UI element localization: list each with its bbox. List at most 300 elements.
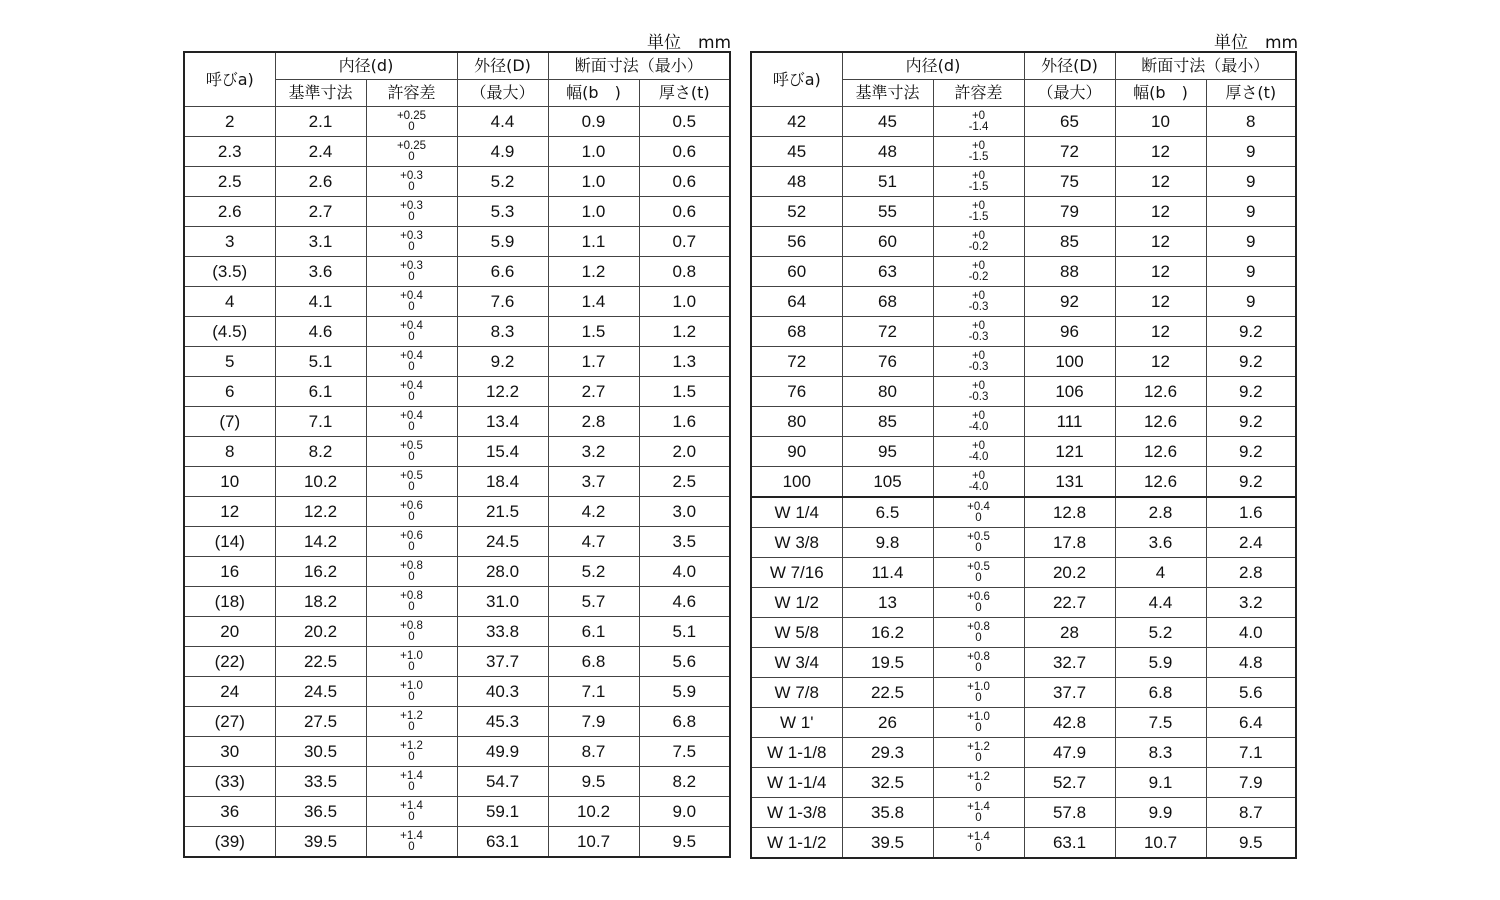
header-outer-diameter: 外径(D) [457, 52, 548, 80]
inner-diameter-cell: 29.3 [842, 738, 933, 768]
outer-diameter-cell: 18.4 [457, 467, 548, 497]
inner-diameter-cell: 39.5 [275, 827, 366, 858]
table-row [751, 558, 1296, 588]
thickness-cell: 9.0 [639, 797, 730, 827]
width-cell: 12.6 [1115, 437, 1206, 467]
spec-table-body [184, 52, 730, 857]
nominal-size-cell: 100 [751, 467, 842, 498]
tolerance-upper: +1.2 [400, 739, 423, 752]
tolerance-lower: 0 [408, 360, 415, 373]
inner-diameter-cell: 2.6 [275, 167, 366, 197]
width-cell: 2.7 [548, 377, 639, 407]
tolerance-cell [366, 407, 457, 437]
table-row [184, 677, 730, 707]
inner-diameter-cell: 16.2 [842, 618, 933, 648]
tolerance-upper: +1.2 [400, 709, 423, 722]
tolerance-lower: 0 [408, 240, 415, 253]
tolerance-upper: +1.4 [400, 829, 423, 842]
nominal-size-cell: (14) [184, 527, 275, 557]
inner-diameter-cell: 24.5 [275, 677, 366, 707]
tolerance-upper: +1.2 [967, 740, 990, 753]
width-cell: 12 [1115, 287, 1206, 317]
thickness-cell: 6.8 [639, 707, 730, 737]
spec-table-body [751, 52, 1296, 858]
tolerance-lower: 0 [408, 540, 415, 553]
tolerance-upper: +0.5 [967, 560, 990, 573]
tolerance-upper: +0 [971, 349, 986, 362]
inner-diameter-cell: 60 [842, 227, 933, 257]
width-cell: 5.2 [548, 557, 639, 587]
inner-diameter-cell: 2.4 [275, 137, 366, 167]
outer-diameter-cell: 4.9 [457, 137, 548, 167]
thickness-cell: 1.5 [639, 377, 730, 407]
thickness-cell: 3.0 [639, 497, 730, 527]
tolerance-upper: +0.4 [400, 379, 423, 392]
tolerance-upper: +0.4 [400, 409, 423, 422]
tolerance-cell [366, 497, 457, 527]
thickness-cell: 1.6 [639, 407, 730, 437]
tolerance-upper: +1.4 [400, 769, 423, 782]
tolerance-lower: 0 [408, 330, 415, 343]
tolerance-cell [366, 347, 457, 377]
outer-diameter-cell: 37.7 [1024, 678, 1115, 708]
outer-diameter-cell: 45.3 [457, 707, 548, 737]
outer-diameter-cell: 9.2 [457, 347, 548, 377]
inner-diameter-cell: 76 [842, 347, 933, 377]
tolerance-upper: +1.2 [967, 770, 990, 783]
header-tolerance: 許容差 [366, 80, 457, 107]
nominal-size-cell: 45 [751, 137, 842, 167]
tolerance-upper: +0.6 [400, 529, 423, 542]
inner-diameter-cell: 85 [842, 407, 933, 437]
table-row [751, 648, 1296, 678]
nominal-size-cell: 68 [751, 317, 842, 347]
tolerance-lower: 0 [975, 571, 982, 584]
tolerance-lower: 0 [408, 420, 415, 433]
inner-diameter-cell: 6.5 [842, 497, 933, 528]
outer-diameter-cell: 37.7 [457, 647, 548, 677]
thickness-cell: 0.6 [639, 167, 730, 197]
outer-diameter-cell: 92 [1024, 287, 1115, 317]
tolerance-lower: 0 [408, 180, 415, 193]
width-cell: 10.7 [548, 827, 639, 858]
inner-diameter-cell: 22.5 [842, 678, 933, 708]
nominal-size-cell: 2.6 [184, 197, 275, 227]
thickness-cell: 2.8 [1206, 558, 1296, 588]
tolerance-lower: 0 [975, 751, 982, 764]
width-cell: 1.7 [548, 347, 639, 377]
tolerance-cell [366, 197, 457, 227]
nominal-size-cell: 2.5 [184, 167, 275, 197]
tolerance-cell [933, 287, 1024, 317]
tolerance-upper: +0.8 [967, 620, 990, 633]
nominal-size-cell: (18) [184, 587, 275, 617]
inner-diameter-cell: 12.2 [275, 497, 366, 527]
width-cell: 7.5 [1115, 708, 1206, 738]
outer-diameter-cell: 111 [1024, 407, 1115, 437]
table-row [751, 407, 1296, 437]
tolerance-upper: +0 [971, 379, 986, 392]
tolerance-cell [366, 287, 457, 317]
width-cell: 3.6 [1115, 528, 1206, 558]
tolerance-cell [933, 828, 1024, 859]
tolerance-lower: 0 [975, 601, 982, 614]
thickness-cell: 9.5 [639, 827, 730, 858]
width-cell: 9.1 [1115, 768, 1206, 798]
tolerance-upper: +1.4 [967, 830, 990, 843]
tolerance-upper: +0.6 [967, 590, 990, 603]
width-cell: 9.5 [548, 767, 639, 797]
table-row [751, 618, 1296, 648]
tolerance-cell [933, 437, 1024, 467]
tolerance-cell [366, 767, 457, 797]
outer-diameter-cell: 49.9 [457, 737, 548, 767]
table-row [751, 467, 1296, 498]
tolerance-cell [366, 647, 457, 677]
tolerance-cell [933, 768, 1024, 798]
tolerance-cell [933, 317, 1024, 347]
tolerance-lower: 0 [408, 780, 415, 793]
outer-diameter-cell: 6.6 [457, 257, 548, 287]
thickness-cell: 4.0 [1206, 618, 1296, 648]
nominal-size-cell: 42 [751, 107, 842, 137]
width-cell: 3.2 [548, 437, 639, 467]
table-row [184, 197, 730, 227]
width-cell: 5.2 [1115, 618, 1206, 648]
tolerance-lower: 0 [975, 781, 982, 794]
tolerance-cell [933, 227, 1024, 257]
nominal-size-cell: 16 [184, 557, 275, 587]
outer-diameter-cell: 52.7 [1024, 768, 1115, 798]
nominal-size-cell: 72 [751, 347, 842, 377]
tolerance-upper: +0.8 [967, 650, 990, 663]
tolerance-upper: +1.4 [967, 800, 990, 813]
table-row [184, 347, 730, 377]
nominal-size-cell: (39) [184, 827, 275, 858]
width-cell: 1.0 [548, 197, 639, 227]
thickness-cell: 9.2 [1206, 467, 1296, 498]
outer-diameter-cell: 5.2 [457, 167, 548, 197]
thickness-cell: 9.2 [1206, 407, 1296, 437]
inner-diameter-cell: 3.1 [275, 227, 366, 257]
thickness-cell: 9.5 [1206, 828, 1296, 859]
table-row [751, 678, 1296, 708]
width-cell: 8.3 [1115, 738, 1206, 768]
tolerance-lower: -1.5 [968, 180, 989, 193]
inner-diameter-cell: 45 [842, 107, 933, 137]
nominal-size-cell: (22) [184, 647, 275, 677]
inner-diameter-cell: 7.1 [275, 407, 366, 437]
table-row [751, 107, 1296, 137]
width-cell: 6.8 [1115, 678, 1206, 708]
tolerance-lower: 0 [408, 810, 415, 823]
tolerance-upper: +0.3 [400, 229, 423, 242]
tolerance-upper: +0 [971, 319, 986, 332]
tolerance-upper: +0 [971, 439, 986, 452]
thickness-cell: 6.4 [1206, 708, 1296, 738]
outer-diameter-cell: 21.5 [457, 497, 548, 527]
outer-diameter-cell: 65 [1024, 107, 1115, 137]
tolerance-cell [366, 587, 457, 617]
width-cell: 8.7 [548, 737, 639, 767]
header-inner-diameter: 内径(d) [275, 52, 457, 80]
tolerance-upper: +1.0 [400, 649, 423, 662]
inner-diameter-cell: 4.6 [275, 317, 366, 347]
tolerance-cell [366, 167, 457, 197]
tolerance-upper: +0.4 [400, 319, 423, 332]
tolerance-lower: 0 [408, 570, 415, 583]
inner-diameter-cell: 35.8 [842, 798, 933, 828]
nominal-size-cell: W 5/8 [751, 618, 842, 648]
outer-diameter-cell: 22.7 [1024, 588, 1115, 618]
table-row [751, 347, 1296, 377]
tolerance-cell [366, 797, 457, 827]
inner-diameter-cell: 51 [842, 167, 933, 197]
table-row [184, 137, 730, 167]
table-row [751, 137, 1296, 167]
header-width: 幅(b ) [548, 80, 639, 107]
thickness-cell: 1.0 [639, 287, 730, 317]
table-row [751, 528, 1296, 558]
nominal-size-cell: 8 [184, 437, 275, 467]
table-row [184, 467, 730, 497]
tolerance-cell [933, 197, 1024, 227]
spec-table-left [183, 51, 731, 858]
inner-diameter-cell: 80 [842, 377, 933, 407]
tolerance-lower: 0 [408, 690, 415, 703]
nominal-size-cell: 64 [751, 287, 842, 317]
width-cell: 12.6 [1115, 407, 1206, 437]
table-row [184, 617, 730, 647]
thickness-cell: 5.6 [639, 647, 730, 677]
table-row [184, 257, 730, 287]
thickness-cell: 0.7 [639, 227, 730, 257]
tolerance-lower: -0.2 [968, 270, 989, 283]
outer-diameter-cell: 54.7 [457, 767, 548, 797]
nominal-size-cell: 2 [184, 107, 275, 137]
inner-diameter-cell: 11.4 [842, 558, 933, 588]
inner-diameter-cell: 32.5 [842, 768, 933, 798]
outer-diameter-cell: 28 [1024, 618, 1115, 648]
width-cell: 1.0 [548, 137, 639, 167]
tolerance-lower: 0 [408, 300, 415, 313]
nominal-size-cell: W 3/4 [751, 648, 842, 678]
tolerance-lower: 0 [975, 721, 982, 734]
outer-diameter-cell: 57.8 [1024, 798, 1115, 828]
thickness-cell: 9.2 [1206, 377, 1296, 407]
width-cell: 12 [1115, 167, 1206, 197]
tolerance-upper: +0.4 [400, 289, 423, 302]
tolerance-lower: -4.0 [968, 480, 989, 493]
header-thickness: 厚さ(t) [639, 80, 730, 107]
width-cell: 10.2 [548, 797, 639, 827]
tolerance-lower: 0 [975, 631, 982, 644]
table-row [184, 227, 730, 257]
tolerance-cell [366, 467, 457, 497]
nominal-size-cell: 2.3 [184, 137, 275, 167]
tolerance-upper: +0.8 [400, 589, 423, 602]
width-cell: 12.6 [1115, 377, 1206, 407]
tolerance-lower: 0 [408, 480, 415, 493]
tolerance-upper: +0 [971, 469, 986, 482]
table-row [184, 287, 730, 317]
tolerance-lower: 0 [408, 390, 415, 403]
tolerance-lower: 0 [408, 750, 415, 763]
tolerance-upper: +0.3 [400, 259, 423, 272]
tolerance-lower: -0.3 [968, 390, 989, 403]
inner-diameter-cell: 9.8 [842, 528, 933, 558]
outer-diameter-cell: 96 [1024, 317, 1115, 347]
outer-diameter-cell: 100 [1024, 347, 1115, 377]
width-cell: 12.6 [1115, 467, 1206, 498]
thickness-cell: 0.6 [639, 197, 730, 227]
nominal-size-cell: 5 [184, 347, 275, 377]
thickness-cell: 9.2 [1206, 347, 1296, 377]
table-row [751, 828, 1296, 859]
thickness-cell: 5.9 [639, 677, 730, 707]
width-cell: 12 [1115, 257, 1206, 287]
thickness-cell: 8 [1206, 107, 1296, 137]
inner-diameter-cell: 48 [842, 137, 933, 167]
tolerance-upper: +0.5 [400, 469, 423, 482]
tolerance-upper: +0.5 [967, 530, 990, 543]
nominal-size-cell: 80 [751, 407, 842, 437]
tolerance-upper: +1.0 [967, 680, 990, 693]
table-row [751, 437, 1296, 467]
tolerance-cell [366, 317, 457, 347]
width-cell: 1.4 [548, 287, 639, 317]
thickness-cell: 8.7 [1206, 798, 1296, 828]
tolerance-lower: 0 [408, 510, 415, 523]
thickness-cell: 1.6 [1206, 497, 1296, 528]
nominal-size-cell: W 7/16 [751, 558, 842, 588]
tolerance-upper: +0 [971, 409, 986, 422]
table-row [184, 737, 730, 767]
outer-diameter-cell: 121 [1024, 437, 1115, 467]
tolerance-cell [933, 648, 1024, 678]
inner-diameter-cell: 10.2 [275, 467, 366, 497]
tolerance-lower: 0 [408, 840, 415, 853]
tolerance-cell [933, 167, 1024, 197]
thickness-cell: 9 [1206, 197, 1296, 227]
tolerance-upper: +1.0 [967, 710, 990, 723]
nominal-size-cell: (33) [184, 767, 275, 797]
tolerance-lower: -0.2 [968, 240, 989, 253]
inner-diameter-cell: 8.2 [275, 437, 366, 467]
outer-diameter-cell: 47.9 [1024, 738, 1115, 768]
nominal-size-cell: 76 [751, 377, 842, 407]
width-cell: 3.7 [548, 467, 639, 497]
tolerance-cell [933, 407, 1024, 437]
tolerance-lower: 0 [408, 120, 415, 133]
tolerance-lower: 0 [408, 150, 415, 163]
thickness-cell: 8.2 [639, 767, 730, 797]
table-row [751, 287, 1296, 317]
thickness-cell: 7.5 [639, 737, 730, 767]
tolerance-cell [933, 798, 1024, 828]
inner-diameter-cell: 19.5 [842, 648, 933, 678]
unit-label-right: 単位 mm [1214, 33, 1299, 53]
header-outer-max: （最大） [1024, 80, 1115, 107]
nominal-size-cell: 10 [184, 467, 275, 497]
nominal-size-cell: W 1-1/4 [751, 768, 842, 798]
table-row [751, 708, 1296, 738]
table-row [751, 768, 1296, 798]
width-cell: 1.1 [548, 227, 639, 257]
thickness-cell: 1.2 [639, 317, 730, 347]
width-cell: 4.2 [548, 497, 639, 527]
width-cell: 12 [1115, 197, 1206, 227]
tolerance-lower: -0.3 [968, 300, 989, 313]
inner-diameter-cell: 14.2 [275, 527, 366, 557]
nominal-size-cell: (3.5) [184, 257, 275, 287]
width-cell: 5.7 [548, 587, 639, 617]
inner-diameter-cell: 2.7 [275, 197, 366, 227]
outer-diameter-cell: 4.4 [457, 107, 548, 137]
outer-diameter-cell: 7.6 [457, 287, 548, 317]
tolerance-lower: 0 [975, 811, 982, 824]
inner-diameter-cell: 16.2 [275, 557, 366, 587]
nominal-size-cell: 36 [184, 797, 275, 827]
table-row [184, 587, 730, 617]
table-row [751, 227, 1296, 257]
tolerance-cell [366, 617, 457, 647]
nominal-size-cell: W 3/8 [751, 528, 842, 558]
inner-diameter-cell: 3.6 [275, 257, 366, 287]
inner-diameter-cell: 55 [842, 197, 933, 227]
tolerance-lower: -1.5 [968, 150, 989, 163]
tolerance-lower: 0 [975, 541, 982, 554]
table-row [751, 197, 1296, 227]
table-row [184, 827, 730, 858]
tolerance-cell [933, 137, 1024, 167]
outer-diameter-cell: 59.1 [457, 797, 548, 827]
nominal-size-cell: W 1-3/8 [751, 798, 842, 828]
outer-diameter-cell: 12.8 [1024, 497, 1115, 528]
header-nominal: 呼びa) [751, 52, 842, 107]
tolerance-cell [366, 677, 457, 707]
thickness-cell: 1.3 [639, 347, 730, 377]
thickness-cell: 9.2 [1206, 437, 1296, 467]
nominal-size-cell: W 7/8 [751, 678, 842, 708]
header-base-dimension: 基準寸法 [842, 80, 933, 107]
tolerance-cell [933, 257, 1024, 287]
header-nominal: 呼びa) [184, 52, 275, 107]
outer-diameter-cell: 63.1 [457, 827, 548, 858]
nominal-size-cell: 20 [184, 617, 275, 647]
inner-diameter-cell: 26 [842, 708, 933, 738]
spec-table-right [750, 51, 1297, 859]
tolerance-upper: +0.3 [400, 199, 423, 212]
tolerance-cell [366, 527, 457, 557]
width-cell: 9.9 [1115, 798, 1206, 828]
outer-diameter-cell: 15.4 [457, 437, 548, 467]
tolerance-lower: -1.4 [968, 120, 989, 133]
header-tolerance: 許容差 [933, 80, 1024, 107]
width-cell: 6.8 [548, 647, 639, 677]
nominal-size-cell: 12 [184, 497, 275, 527]
tolerance-cell [366, 137, 457, 167]
width-cell: 4.4 [1115, 588, 1206, 618]
nominal-size-cell: 56 [751, 227, 842, 257]
width-cell: 7.1 [548, 677, 639, 707]
tolerance-cell [366, 737, 457, 767]
width-cell: 7.9 [548, 707, 639, 737]
tolerance-lower: -4.0 [968, 450, 989, 463]
tolerance-lower: 0 [408, 210, 415, 223]
table-row [751, 497, 1296, 528]
width-cell: 1.0 [548, 167, 639, 197]
